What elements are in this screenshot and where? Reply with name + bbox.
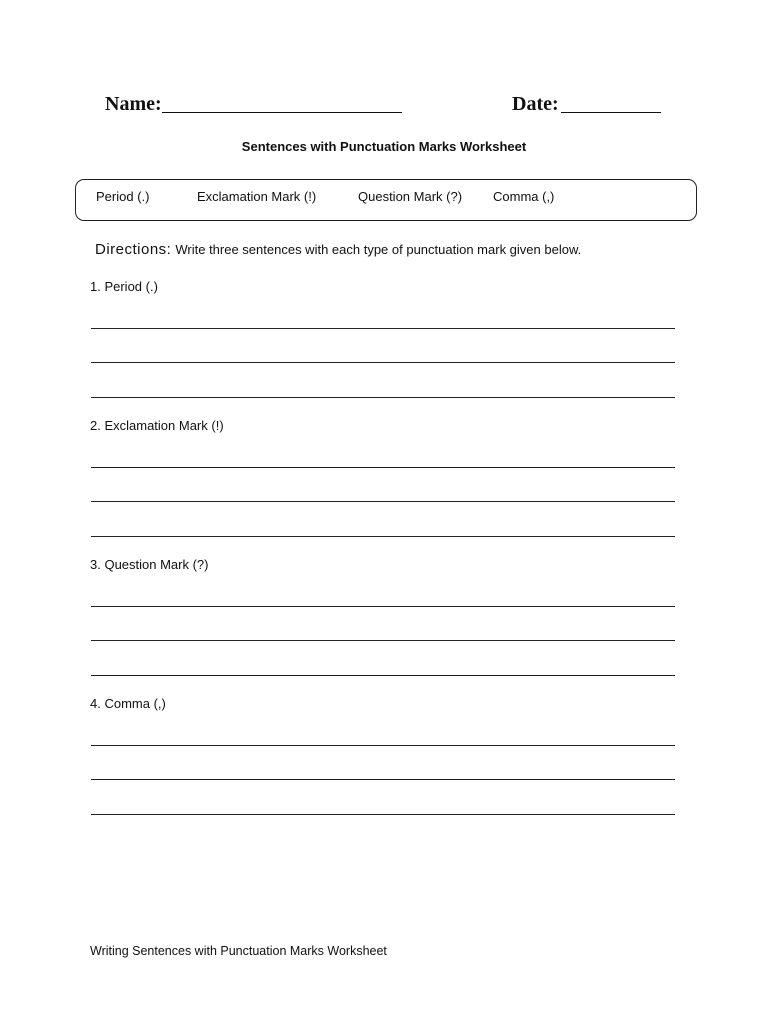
section-heading-comma: 4. Comma (,) xyxy=(90,696,166,711)
answer-line[interactable] xyxy=(91,328,675,329)
answer-line[interactable] xyxy=(91,362,675,363)
answer-line[interactable] xyxy=(91,640,675,641)
section-heading-exclamation: 2. Exclamation Mark (!) xyxy=(90,418,224,433)
answer-line[interactable] xyxy=(91,467,675,468)
mark-exclamation: Exclamation Mark (!) xyxy=(197,189,317,204)
date-field[interactable] xyxy=(561,112,661,113)
answer-line[interactable] xyxy=(91,814,675,815)
name-label: Name: xyxy=(105,93,162,115)
answer-line[interactable] xyxy=(91,675,675,676)
name-field[interactable] xyxy=(162,112,402,113)
answer-line[interactable] xyxy=(91,606,675,607)
directions-label: Directions: xyxy=(95,241,172,258)
mark-period: Period (.) xyxy=(96,189,150,204)
answer-line[interactable] xyxy=(91,779,675,780)
mark-comma: Comma (,) xyxy=(493,189,555,204)
mark-question: Question Mark (?) xyxy=(358,189,463,204)
answer-line[interactable] xyxy=(91,745,675,746)
section-heading-period: 1. Period (.) xyxy=(90,279,158,294)
directions-text: Write three sentences with each type of punctuation mark given below. xyxy=(175,242,582,257)
section-heading-question: 3. Question Mark (?) xyxy=(90,557,209,572)
directions xyxy=(95,241,581,259)
answer-line[interactable] xyxy=(91,501,675,502)
worksheet-title: Sentences with Punctuation Marks Worksheet xyxy=(241,139,527,154)
footer-text: Writing Sentences with Punctuation Marks Worksheet xyxy=(90,944,387,958)
answer-line[interactable] xyxy=(91,536,675,537)
punctuation-marks-box xyxy=(75,179,697,221)
date-label: Date: xyxy=(512,93,559,115)
answer-line[interactable] xyxy=(91,397,675,398)
